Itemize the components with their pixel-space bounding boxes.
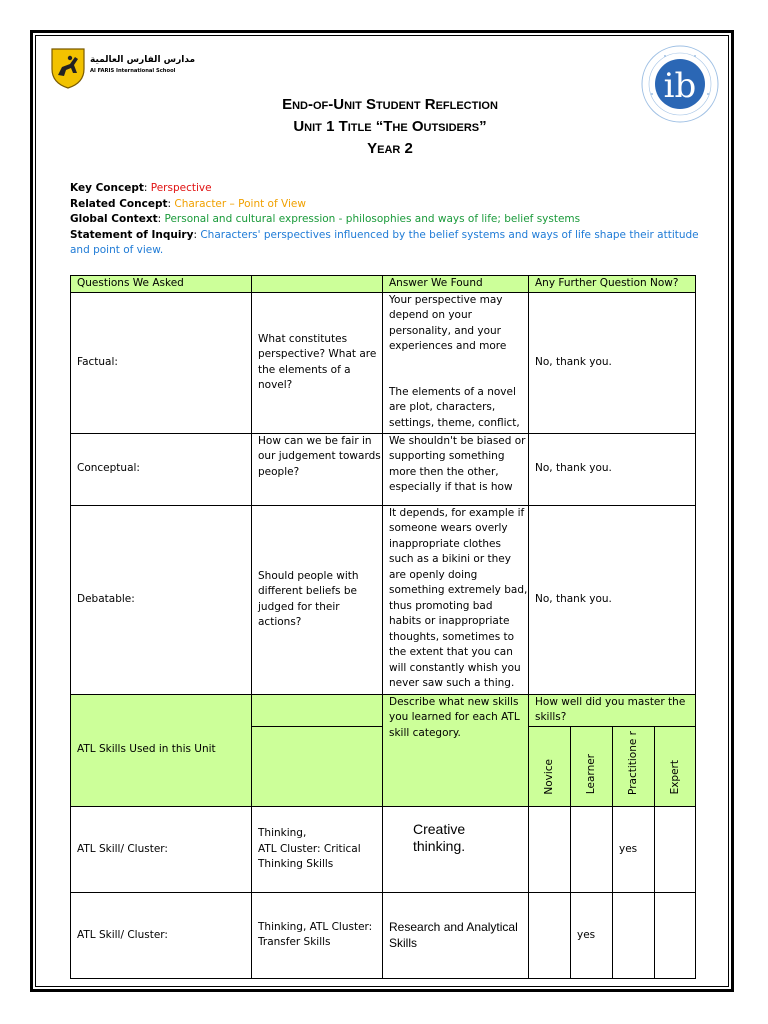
table-header-row <box>71 276 696 293</box>
atl-row-1-learner <box>571 806 613 892</box>
debatable-question: Should people with different beliefs be judged for their actions? <box>252 505 383 694</box>
row-type-conceptual: Conceptual: <box>71 433 252 505</box>
factual-answer-part-1: Your perspective may depend on your personality, and your experiences and more <box>389 293 507 352</box>
row-type-factual: Factual: <box>71 292 252 433</box>
atl-blank-bottom <box>252 726 383 806</box>
table-row <box>71 292 696 433</box>
atl-row-2-describe-text: Research and Analytical Skills <box>389 920 518 951</box>
global-context-line: Global Context: Personal and cultural expression - philosophies and ways of life; belief systems <box>70 213 581 225</box>
level-novice: Novice <box>529 726 571 806</box>
level-practitioner: Practitione r <box>613 726 655 806</box>
atl-row-2-cluster: Thinking, ATL Cluster: Transfer Skills <box>252 892 383 978</box>
statement-of-inquiry-line: Statement of Inquiry: Characters' perspectives influenced by the belief systems and ways of life shape their attitude and point of view. <box>70 228 699 256</box>
table-row <box>71 505 696 694</box>
year-title: Year 2 <box>367 140 413 157</box>
atl-row-2-practitioner <box>613 892 655 978</box>
atl-row <box>71 806 696 892</box>
svg-text:ib: ib <box>663 66 697 106</box>
debatable-further: No, thank you. <box>529 505 696 694</box>
header-further-question: Any Further Question Now? <box>529 276 696 293</box>
atl-row-2-learner: yes <box>571 892 613 978</box>
header-questions: Questions We Asked <box>71 276 252 293</box>
unit-title: Unit 1 Title “The Outsiders” <box>293 118 487 135</box>
atl-describe-header: Describe what new skills you learned for each ATL skill category. <box>383 694 529 806</box>
related-concept-line: Related Concept: Character – Point of View <box>70 197 306 210</box>
factual-answer-part-2: The elements of a novel are plot, characters, settings, theme, conflict, <box>389 385 520 429</box>
atl-row-2-novice <box>529 892 571 978</box>
key-concept-value: Perspective <box>150 182 212 194</box>
atl-row-1-describe <box>383 806 529 892</box>
row-type-debatable: Debatable: <box>71 505 252 694</box>
atl-row-2-describe <box>383 892 529 978</box>
school-name-arabic: مدارس الفارس العالمية <box>90 55 196 65</box>
table-row <box>71 433 696 505</box>
atl-row-1-cluster: Thinking, ATL Cluster: Critical Thinking Skills <box>252 806 383 892</box>
atl-blank-top <box>252 694 383 726</box>
atl-row-1-practitioner: yes <box>613 806 655 892</box>
school-name-english: Al FARIS International School <box>90 68 176 74</box>
statement-of-inquiry-value: Characters' perspectives influenced by the belief systems and ways of life shape their attitude and point of view. <box>70 228 699 256</box>
global-context-value: Personal and cultural expression - philosophies and ways of life; belief systems <box>164 213 581 225</box>
ib-world-school-logo-icon <box>640 44 720 124</box>
atl-header-row <box>71 694 696 726</box>
concepts-block <box>70 181 700 259</box>
debatable-answer: It depends, for example if someone wears overly inappropriate clothes such as a bikini or they are openly doing something extremely bad, thus promoting bad habits or inappropriate thoughts, sometimes to the extent that you can will constantly whish you never saw such a thing. <box>383 505 529 694</box>
level-expert: Expert <box>655 726 696 806</box>
atl-row-1-label: ATL Skill/ Cluster: <box>71 806 252 892</box>
reflection-table <box>70 275 696 979</box>
conceptual-further: No, thank you. <box>529 433 696 505</box>
atl-skills-label: ATL Skills Used in this Unit <box>71 694 252 806</box>
header-blank <box>252 276 383 293</box>
header-answer: Answer We Found <box>383 276 529 293</box>
shield-icon <box>50 47 86 89</box>
atl-row-1-describe-text: Creative thinking. <box>413 820 466 854</box>
school-logo <box>50 45 196 93</box>
factual-answer <box>383 292 529 433</box>
conceptual-answer: We shouldn't be biased or supporting something more then the other, especially if that is how <box>383 433 529 505</box>
document-title: End-of-Unit Student Reflection <box>282 96 498 113</box>
atl-row-2-label: ATL Skill/ Cluster: <box>71 892 252 978</box>
atl-mastery-header: How well did you master the skills? <box>529 694 696 726</box>
key-concept-line: Key Concept: Perspective <box>70 182 212 194</box>
level-learner: Learner <box>571 726 613 806</box>
related-concept-value: Character – Point of View <box>174 197 306 210</box>
atl-row-1-novice <box>529 806 571 892</box>
atl-row-1-expert <box>655 806 696 892</box>
atl-row <box>71 892 696 978</box>
factual-question: What constitutes perspective? What are the elements of a novel? <box>252 292 383 433</box>
conceptual-question: How can we be fair in our judgement towards people? <box>252 433 383 505</box>
atl-row-2-expert <box>655 892 696 978</box>
factual-further: No, thank you. <box>529 292 696 433</box>
